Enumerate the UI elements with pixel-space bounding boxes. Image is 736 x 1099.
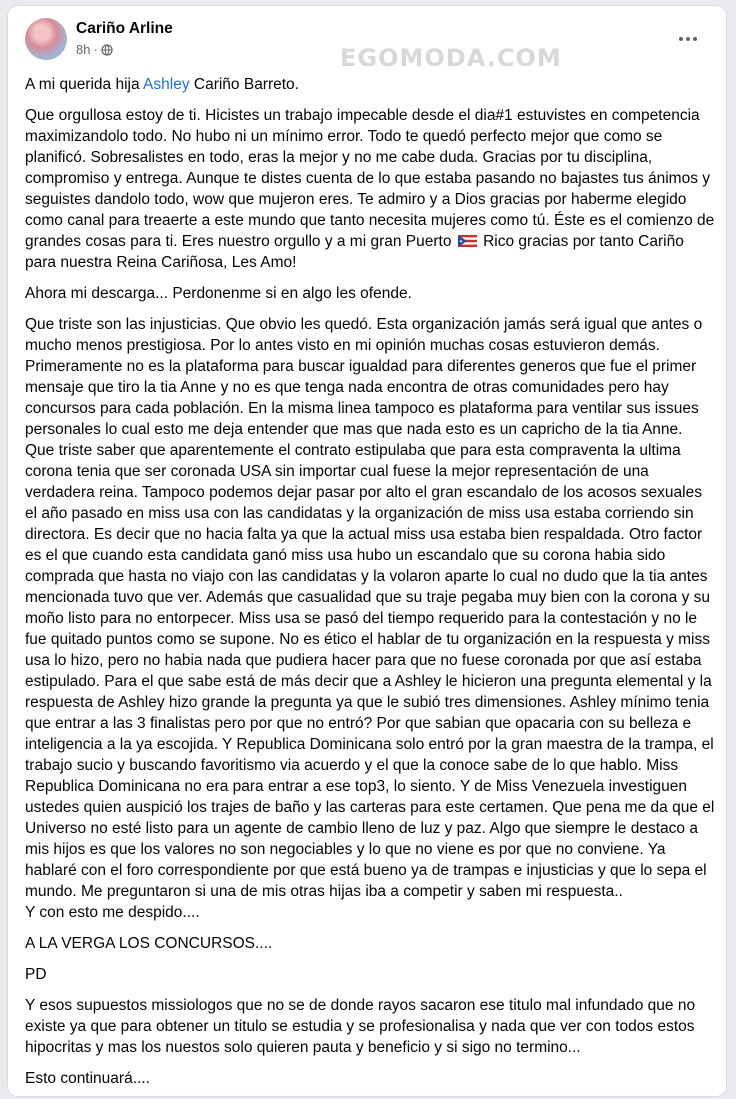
avatar[interactable] — [25, 18, 67, 60]
globe-icon[interactable] — [101, 44, 113, 56]
mention-link[interactable]: Ashley — [143, 76, 190, 93]
separator-dot: · — [93, 42, 98, 57]
more-icon — [679, 37, 683, 41]
post-text — [25, 74, 715, 1099]
paragraph-3: Que triste son las injusticias. Que obvio les quedó. Esta organización jamás será igual que antes o mucho menos prestigiosa. Por lo antes visto en mi opinión muchas cosas estuvieron demás. Primeramente no es la plataforma para buscar igualdad para diferentes generos que fue el primer mensaje que tiro la tia Anne y no es que tenga nada encontra de otras comunidades pero hay concursos para cada población. En la misma linea tampoco es plataforma para ventilar sus issues personales lo cual esto me deja entender que mas que nada esto es un capricho de la tia Anne. Que triste saber que aparentemente el contrato estipulaba que para esta compraventa la ultima corona tenia que ser coronada USA sin importar cual fuese la mejor representación de una verdadera reina. Tampoco podemos dejar pasar por alto el gran escandalo de los acosos sexuales el año pasado en miss usa con las candidatas y la organización de miss usa estaba corriendo sin directora. Es decir que no hacia falta ya que la actual miss usa estaba bien respaldada. Otro factor es el que cuando esta candidata ganó miss usa hubo un escandalo que su corona habia sido comprada que hasta no viajo con las candidatas y la volaron aparte lo cual no dudo que la tia antes mencionada tuvo que ver. Además que casualidad que su traje pegaba muy bien con la corona y su moño listo para no entorpecer. Miss usa se pasó del tiempo requerido para la contestación y no le fue quitado puntos como se supone. No es ético el hablar de tu organización en la respuesta y miss usa lo hizo, pero no habia nada que pudiera hacer para que no fuese coronada por que así estaba estipulado. Para el que sabe está de más decir que a Ashley le hicieron una pregunta elemental y la respuesta de Ashley hizo grande la pregunta ya que le subió tres dimensiones. Ashley mínimo tenia que entrar a las 3 finalistas pero por que no entró? Por que sabian que opacaria con su belleza e inteligencia a la ya escojida. Y Republica Dominicana solo entró por la gran maestra de la trampa, el trabajo sucio y buscando favoritismo via acuerdo y el que la conoce sabe de lo que hablo. Miss Republica Dominicana no era para entrar a ese top3, lo siento. Y de Miss Venezuela investiguen ustedes quien auspició los trajes de baño y las carteras para este certamen. Que pena me da que el Universo no esté listo para un agente de cambio lleno de luz y paz. Algo que siempre le destaco a mis hijos es que los valores no son negociables y lo que no viene es por que no conviene. Ya hablaré con el foro correspondiente por que está bueno ya de trampas e injusticias y que lo sepa el mundo. Me preguntaron si una de mis otras hijas iba a competir y saben mi respuesta.. Y con esto me despido.... — [25, 316, 715, 921]
puerto-rico-flag-icon — [458, 235, 477, 247]
paragraph-5: PD — [25, 966, 47, 983]
more-options-button[interactable] — [672, 28, 704, 50]
post-header — [22, 18, 712, 72]
paragraph-2: Ahora mi descarga... Perdonenme si en algo les ofende. — [25, 285, 412, 302]
post-meta — [76, 42, 113, 57]
paragraph-6: Y esos supuestos missiologos que no se de donde rayos sacaron ese titulo mal infundado que no existe ya que para obtener un titulo se estudia y se profesionalisa y nada que ver con todos estos hipocritas y mas los nuestos solo quieren pauta y beneficio y si sigo no termino... — [25, 997, 696, 1056]
post-card — [8, 6, 726, 1096]
watermark: EGOMODA.COM — [340, 44, 562, 72]
paragraph-4: A LA VERGA LOS CONCURSOS.... — [25, 935, 273, 952]
greeting: A mi querida hija Ashley Cariño Barreto. — [25, 76, 299, 93]
paragraph-7: Esto continuará.... — [25, 1070, 150, 1087]
paragraph-1: Que orgullosa estoy de ti. Hicistes un trabajo impecable desde el dia#1 estuvistes en competencia maximizandolo todo. No hubo ni un mínimo error. Todo te quedó perfecto mejor que como se planificó. Sobresalistes en todo, eras la mejor y no me cabe duda. Gracias por tu disciplina, compromiso y entrega. Aunque te distes cuenta de lo que estaba pasando no bajastes tus ánimos y seguistes dandolo todo, wow que mujeron eres. Te admiro y a Dios gracias por haberme elegido como canal para treaerte a este mundo que tanto necesita mujeres como tú. Éste es el comienzo de grandes cosas para ti. Eres nuestro orgullo y a mi gran Puerto Rico gracias por tanto Cariño para nuestra Reina Cariñosa, Les Amo! — [25, 107, 715, 271]
author-name[interactable]: Cariño Arline — [76, 20, 173, 37]
post-time[interactable]: 8h — [76, 42, 91, 57]
